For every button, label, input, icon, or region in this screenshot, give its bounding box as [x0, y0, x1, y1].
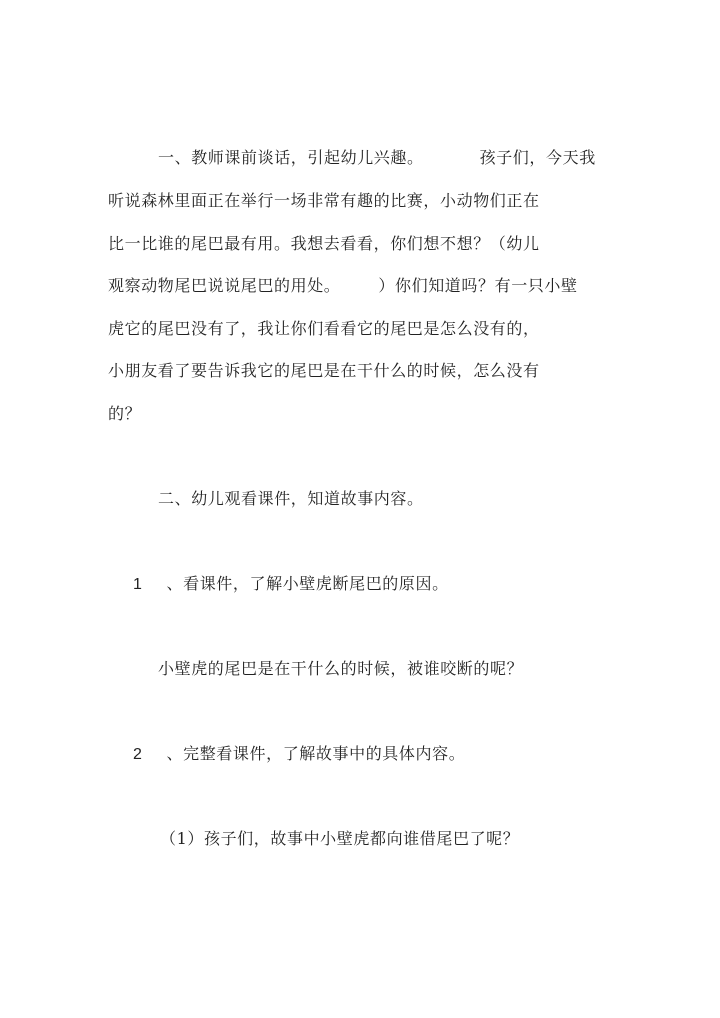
item-1-line	[133, 574, 449, 595]
sub-item-1-text: 孩子们，故事中小壁虎都向谁借尾巴了呢？	[203, 829, 520, 848]
paragraph-1-line-4-part-a: 观察动物尾巴说说尾巴的用处。	[108, 276, 341, 295]
section-1-heading: 一、教师课前谈话，引起幼儿兴趣。	[158, 148, 424, 167]
section-1-intro-start: 孩子们，今天我	[479, 148, 596, 167]
item-2-text: 、完整看课件，了解故事中的具体内容。	[166, 744, 466, 763]
paragraph-1-line-4	[108, 276, 578, 296]
sub-item-1-marker: （1）	[160, 829, 204, 848]
item-2-line	[133, 744, 465, 765]
paragraph-1-line-7: 的？	[108, 404, 142, 423]
paragraph-1-line-5: 虎它的尾巴没有了，我让你们看看它的尾巴是怎么没有的，	[108, 319, 540, 338]
paragraph-1-line-4-part-b: ）你们知道吗？有一只小壁	[378, 276, 578, 295]
paragraph-1-line-2: 听说森林里面正在举行一场非常有趣的比赛，小动物们正在	[108, 191, 540, 210]
item-1-question: 小壁虎的尾巴是在干什么的时候，被谁咬断的呢？	[158, 659, 524, 678]
item-2-number: 2	[133, 746, 143, 763]
sub-item-1-line	[160, 829, 519, 849]
paragraph-1-line-1	[158, 148, 596, 168]
paragraph-1-line-6: 小朋友看了要告诉我它的尾巴是在干什么的时候，怎么没有	[108, 361, 540, 380]
item-1-text: 、看课件，了解小壁虎断尾巴的原因。	[166, 574, 449, 593]
item-1-number: 1	[133, 576, 143, 593]
section-2-heading: 二、幼儿观看课件，知道故事内容。	[158, 489, 424, 508]
paragraph-1-line-3: 比一比谁的尾巴最有用。我想去看看，你们想不想？（幼儿	[108, 234, 540, 253]
